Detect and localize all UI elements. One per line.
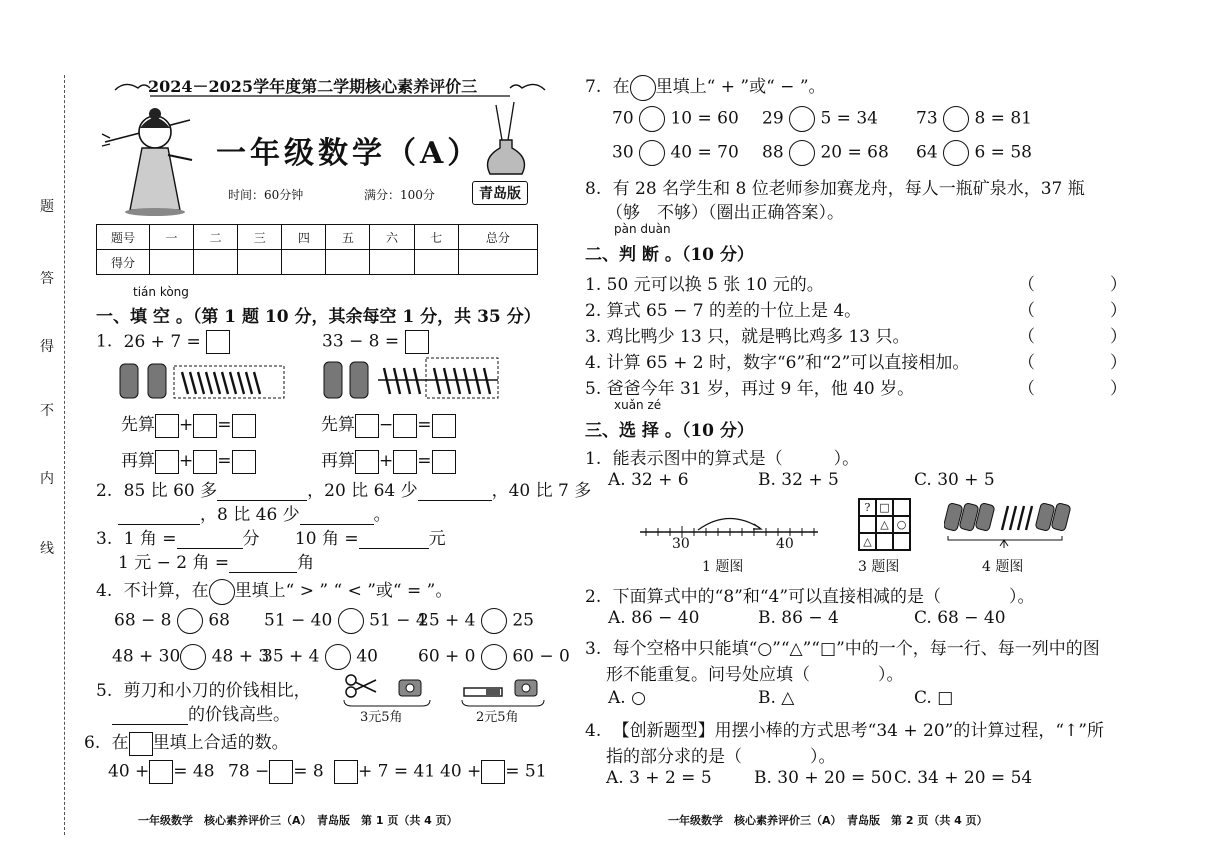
answer-box[interactable] [355, 450, 379, 474]
score-header-cell: 七 [414, 225, 458, 250]
q4-right: 51 − 4 [369, 610, 427, 631]
q2-text: ，20 比 64 少 [307, 481, 418, 501]
q6-text: 在 [111, 733, 129, 753]
q4-number: 4. [96, 581, 113, 601]
q7-left: 70 [612, 108, 634, 129]
plus-sign: + [379, 451, 394, 471]
binding-char: 得 [40, 339, 54, 355]
answer-blank[interactable] [359, 530, 429, 549]
compare-circle[interactable] [180, 644, 206, 670]
q4-text: 里填上“ > ” “ < ”或“ = ”。 [234, 581, 453, 601]
box-symbol [129, 732, 153, 756]
q7-item [762, 106, 878, 132]
q6-left: 40 + [108, 761, 150, 782]
plus-sign: + [179, 451, 194, 471]
price-label-2: 2元5角 [476, 710, 519, 725]
judge-number: 5. [585, 379, 602, 399]
compare-circle[interactable] [338, 608, 364, 634]
choice-option[interactable]: B. 32 + 5 [758, 470, 839, 490]
score-header-cell: 一 [150, 225, 194, 250]
judge-text: 算式 65 − 7 的差的十位上是 4。 [606, 301, 862, 321]
answer-box[interactable] [432, 450, 456, 474]
answer-box[interactable] [269, 760, 293, 784]
q4-item [418, 644, 570, 670]
q1b-then-step [321, 446, 456, 474]
score-cell[interactable] [414, 250, 458, 275]
figure1-caption: 1 题图 [702, 559, 744, 575]
answer-blank[interactable] [418, 482, 492, 501]
q5-line2 [112, 700, 290, 725]
q1a-sticks-illustration [118, 362, 288, 402]
q7-text: 里填上“ + ”或“ − ”。 [655, 77, 826, 97]
judge-number: 2. [585, 301, 602, 321]
score-table [96, 224, 538, 275]
section3-heading: 三、选 择 。（10 分） [585, 421, 754, 441]
then-label: 再算 [321, 451, 355, 471]
q6-number: 6. [84, 733, 101, 753]
choice3-question-line2: 形不能重复。问号处应填（ ）。 [606, 665, 904, 685]
choice-option[interactable]: C. 34 + 20 = 54 [894, 768, 1033, 788]
q6-instruction [84, 728, 289, 756]
q2-text: 。 [373, 505, 391, 525]
judge-paren-open: （ [1018, 327, 1035, 347]
q4-right: 60 − 0 [512, 646, 570, 667]
equals-sign: = [217, 415, 232, 435]
judge-paren-open: （ [1018, 301, 1035, 321]
section2-heading: 二、判 断 。（10 分） [585, 245, 754, 265]
answer-box[interactable] [155, 450, 179, 474]
choice-text: 每个空格中只能填“○”“△”“□”中的一个，每一行、每一列中的图 [612, 639, 1100, 659]
equals-sign: = [417, 415, 432, 435]
answer-box[interactable] [232, 450, 256, 474]
judge-answer-slot[interactable] [1044, 296, 1114, 318]
q7-text: 在 [612, 77, 630, 97]
choice-option[interactable]: A. 3 + 2 = 5 [606, 768, 712, 788]
q4-right: 40 [356, 646, 378, 667]
choice-option[interactable]: A. ○ [608, 688, 646, 708]
q7-left: 73 [916, 108, 938, 129]
page-title: 一年级数学（A） [216, 136, 482, 171]
q4-left: 25 + 4 [418, 610, 476, 631]
q4-right: 68 [208, 610, 230, 631]
choice1-question [585, 444, 859, 469]
q7-left: 30 [612, 142, 634, 163]
q4-text: 不计算，在 [123, 581, 209, 601]
q7-right: 8 = 81 [974, 108, 1032, 129]
answer-box[interactable] [481, 760, 505, 784]
choice-number: 3. [585, 639, 602, 659]
grid-cell: △ [859, 533, 876, 550]
q3-line2 [118, 548, 314, 573]
judge-item [585, 374, 914, 399]
plus-sign: + [179, 415, 194, 435]
compare-circle[interactable] [481, 608, 507, 634]
judge-answer-slot[interactable] [1044, 348, 1114, 370]
score-cell[interactable] [150, 250, 194, 275]
circle-symbol [209, 579, 235, 605]
grid-cell: □ [876, 499, 893, 516]
footer-right: 一年级数学 核心素养评价三（A） 青岛版 第 2 页（共 4 页） [668, 814, 988, 827]
score-cell[interactable] [194, 250, 238, 275]
pencil-sharpener-icon [512, 674, 542, 700]
q1b-answer-box[interactable] [405, 330, 429, 354]
q4-instruction [96, 576, 452, 605]
answer-box[interactable] [432, 414, 456, 438]
binding-char: 内 [40, 471, 54, 487]
q2-line2 [118, 500, 391, 525]
figure4-caption: 4 题图 [982, 559, 1024, 575]
judge-paren-open: （ [1018, 275, 1035, 295]
judge-item [585, 322, 910, 347]
q3-text: 1 角 = [123, 529, 177, 549]
score-cell[interactable] [326, 250, 370, 275]
q3-unit: 角 [297, 553, 315, 573]
score-header-cell: 六 [370, 225, 414, 250]
judge-text: 计算 65 + 2 时，数字“6”和“2”可以直接相加。 [606, 353, 970, 373]
choice-option[interactable]: B. 86 − 4 [758, 608, 839, 628]
q3-line1 [96, 524, 446, 549]
answer-box[interactable] [155, 414, 179, 438]
q6-right: = 51 [505, 761, 547, 782]
q6-item [228, 760, 324, 784]
q7-item [612, 140, 739, 166]
q7-instruction [585, 72, 826, 101]
answer-box[interactable] [149, 760, 173, 784]
choice-option[interactable]: B. 30 + 20 = 50 [754, 768, 893, 788]
q1a-first-step [121, 410, 256, 438]
choice-text: 能表示图中的算式是（ ）。 [612, 449, 860, 469]
judge-item [585, 348, 969, 373]
q6-right: = 8 [293, 761, 324, 782]
judge-number: 1. [585, 275, 602, 295]
operator-circle[interactable] [943, 106, 969, 132]
q3-text: 10 角 = [294, 529, 359, 549]
score-table-header-row [97, 225, 538, 250]
grid-cell [859, 516, 876, 533]
q7-left: 29 [762, 108, 784, 129]
answer-box[interactable] [355, 414, 379, 438]
equals-sign: = [217, 451, 232, 471]
q7-item [612, 106, 739, 132]
score-header-cell: 三 [238, 225, 282, 250]
judge-paren-close: ） [1110, 353, 1127, 373]
score-row-label: 得分 [97, 250, 150, 275]
q2-number: 2. [96, 481, 113, 501]
answer-blank[interactable] [118, 506, 200, 525]
score-header-cell: 四 [282, 225, 326, 250]
binding-char: 不 [40, 403, 54, 419]
binding-char: 线 [40, 541, 54, 557]
judge-text: 鸡比鸭少 13 只，就是鸭比鸡多 13 只。 [606, 327, 910, 347]
figure3-caption: 3 题图 [858, 559, 900, 575]
q4-left: 51 − 40 [264, 610, 333, 631]
vase-illustration [476, 100, 536, 180]
q3-text: 1 元 − 2 角 = [118, 553, 230, 573]
exam-time: 时间：60分钟 [228, 188, 304, 202]
score-header-cell: 总分 [458, 225, 537, 250]
q4-left: 60 + 0 [418, 646, 476, 667]
q4-item [114, 608, 230, 634]
answer-blank[interactable] [177, 530, 243, 549]
answer-box[interactable] [193, 414, 217, 438]
q6-left: 78 − [228, 761, 270, 782]
q4-item [264, 608, 427, 634]
number-line-label-30: 30 [672, 536, 690, 552]
q4-right: 48 + 3 [211, 646, 270, 667]
score-cell[interactable] [370, 250, 414, 275]
operator-circle[interactable] [639, 140, 665, 166]
q6-item [440, 760, 547, 784]
section1-heading: 一、填 空 。（第 1 题 10 分，其余每空 1 分，共 35 分） [96, 307, 541, 327]
q7-item [916, 106, 1032, 132]
q1a-expression: 26 + 7 = [123, 331, 201, 352]
q6-right: = 48 [173, 761, 215, 782]
q8-text[interactable]: （够 不够）（圈出正确答案）。 [606, 203, 844, 223]
operator-circle[interactable] [639, 106, 665, 132]
edition-badge: 青岛版 [472, 181, 528, 205]
q4-left: 35 + 4 [262, 646, 320, 667]
equals-sign: = [417, 451, 432, 471]
operator-circle[interactable] [943, 140, 969, 166]
q4-item [112, 644, 269, 670]
section1-pinyin: tián kòng [133, 285, 189, 299]
grid-cell: ? [859, 499, 876, 516]
q5-text: 的价钱高些。 [188, 705, 290, 725]
q7-item [762, 140, 889, 166]
answer-box[interactable] [193, 450, 217, 474]
choice-text: 下面算式中的“8”和“4”可以直接相减的是（ ）。 [612, 587, 1035, 607]
section3-pinyin: xuǎn zé [614, 398, 662, 412]
q1a-answer-box[interactable] [206, 330, 230, 354]
grid-cell: ○ [893, 516, 910, 533]
title-cloud-ornament [110, 78, 550, 98]
q5-text: 剪刀和小刀的价钱相比， [123, 681, 311, 701]
q2-text: ，8 比 46 少 [200, 505, 300, 525]
q1b-first-step [321, 410, 456, 438]
judge-answer-slot[interactable] [1044, 270, 1114, 292]
q6-item [334, 760, 435, 784]
q6-left: 40 + [440, 761, 482, 782]
answer-box[interactable] [393, 414, 417, 438]
q1 [96, 330, 230, 354]
choice-option[interactable]: C. 30 + 5 [914, 470, 995, 490]
footer-left: 一年级数学 核心素养评价三（A） 青岛版 第 1 页（共 4 页） [138, 814, 458, 827]
shape-grid [858, 498, 911, 551]
q4-item [418, 608, 534, 634]
choice4-question-line2: 指的部分求的是（ ）。 [606, 747, 836, 767]
answer-box[interactable] [232, 414, 256, 438]
girl-archer-illustration [100, 100, 200, 220]
judge-paren-open: （ [1018, 353, 1035, 373]
answer-box[interactable] [393, 450, 417, 474]
scissors-icon [344, 672, 378, 700]
choice-option[interactable]: B. △ [758, 688, 795, 708]
choice-option[interactable]: A. 32 + 6 [608, 470, 689, 490]
q7-right: 5 = 34 [820, 108, 878, 129]
answer-box[interactable] [334, 760, 358, 784]
q7-right: 10 = 60 [670, 108, 739, 129]
choice-number: 4. [585, 721, 602, 741]
q7-number: 7. [585, 77, 602, 97]
answer-blank[interactable] [217, 482, 307, 501]
judge-item [585, 270, 824, 295]
q4-left: 68 − 8 [114, 610, 172, 631]
judge-item [585, 296, 861, 321]
grid-cell: △ [876, 516, 893, 533]
q7-left: 64 [916, 142, 938, 163]
binding-char: 答 [40, 271, 54, 287]
choice-option[interactable]: C. □ [914, 688, 954, 708]
binding-char: 题 [40, 199, 54, 215]
q1b-sticks-illustration [322, 356, 502, 402]
q7-right: 6 = 58 [974, 142, 1032, 163]
judge-paren-close: ） [1110, 327, 1127, 347]
judge-text: 50 元可以换 5 张 10 元的。 [606, 275, 824, 295]
q7-left: 88 [762, 142, 784, 163]
answer-blank[interactable] [229, 554, 297, 573]
score-header-cell: 题号 [97, 225, 150, 250]
q1b [322, 330, 429, 354]
choice2-question [585, 582, 1035, 607]
score-table-score-row [97, 250, 538, 275]
choice-option[interactable]: A. 86 − 40 [608, 608, 700, 628]
grid-cell [893, 499, 910, 516]
section2-pinyin: pàn duàn [614, 222, 671, 236]
operator-circle[interactable] [789, 106, 815, 132]
choice-text: 【创新题型】用摆小棒的方式思考“34 + 20”的计算过程，“↑”所 [612, 721, 1104, 741]
compare-circle[interactable] [177, 608, 203, 634]
choice3-question-line1 [585, 634, 1100, 659]
first-label: 先算 [121, 415, 155, 435]
q3-number: 3. [96, 529, 113, 549]
circle-symbol [630, 75, 656, 101]
q1b-expression: 33 − 8 = [322, 331, 400, 352]
full-score: 满分：100分 [364, 188, 435, 202]
judge-text: 爸爸今年 31 岁，再过 9 年，他 40 岁。 [606, 379, 915, 399]
judge-paren-close: ） [1110, 301, 1127, 321]
q5-number: 5. [96, 681, 113, 701]
q4-right: 25 [512, 610, 534, 631]
q1a-then-step [121, 446, 256, 474]
compare-circle[interactable] [325, 644, 351, 670]
q7-right: 40 = 70 [670, 142, 739, 163]
choice-number: 2. [585, 587, 602, 607]
sticks-figure [944, 500, 1074, 550]
q4-item [262, 644, 378, 670]
price-label-1: 3元5角 [360, 710, 403, 725]
score-cell[interactable] [458, 250, 537, 275]
q8-line1 [585, 174, 1085, 199]
q6-text: 里填上合适的数。 [152, 733, 289, 753]
number-line-label-40: 40 [776, 536, 794, 552]
judge-answer-slot[interactable] [1044, 374, 1114, 396]
choice4-question-line1 [585, 716, 1104, 741]
q2-text: 85 比 60 多 [123, 481, 218, 501]
answer-blank[interactable] [300, 506, 374, 525]
choice-option[interactable]: C. 68 − 40 [914, 608, 1006, 628]
term-title: 2024－2025学年度第二学期核心素养评价三 [148, 77, 478, 96]
binding-line [64, 75, 65, 835]
first-label: 先算 [321, 415, 355, 435]
score-cell[interactable] [238, 250, 282, 275]
q6-item [108, 760, 215, 784]
judge-answer-slot[interactable] [1044, 322, 1114, 344]
score-header-cell: 二 [194, 225, 238, 250]
q8-line2 [606, 198, 844, 223]
q6-right: + 7 = 41 [358, 761, 436, 782]
judge-number: 3. [585, 327, 602, 347]
judge-number: 4. [585, 353, 602, 373]
compare-circle[interactable] [481, 644, 507, 670]
pencil-sharpener-icon [396, 674, 426, 700]
q8-text: 有 28 名学生和 8 位老师参加赛龙舟，每人一瓶矿泉水，37 瓶 [612, 179, 1085, 199]
q1-number: 1. [96, 331, 113, 352]
q8-number: 8. [585, 179, 602, 199]
q5-line1 [96, 676, 311, 701]
q4-left: 48 + 30 [112, 646, 181, 667]
answer-blank[interactable] [112, 706, 188, 725]
q7-right: 20 = 68 [820, 142, 889, 163]
q2-text: ，40 比 7 多 [491, 481, 592, 501]
then-label: 再算 [121, 451, 155, 471]
q7-item [916, 140, 1032, 166]
score-header-cell: 五 [326, 225, 370, 250]
q3-unit: 分 [242, 529, 260, 549]
judge-paren-close: ） [1110, 275, 1127, 295]
grid-cell [893, 533, 910, 550]
q2-line1 [96, 476, 591, 501]
score-cell[interactable] [282, 250, 326, 275]
grid-cell [876, 533, 893, 550]
operator-circle[interactable] [789, 140, 815, 166]
q3-unit: 元 [428, 529, 446, 549]
judge-paren-open: （ [1018, 379, 1035, 399]
minus-sign: − [379, 415, 394, 435]
choice-number: 1. [585, 449, 602, 469]
judge-paren-close: ） [1110, 379, 1127, 399]
